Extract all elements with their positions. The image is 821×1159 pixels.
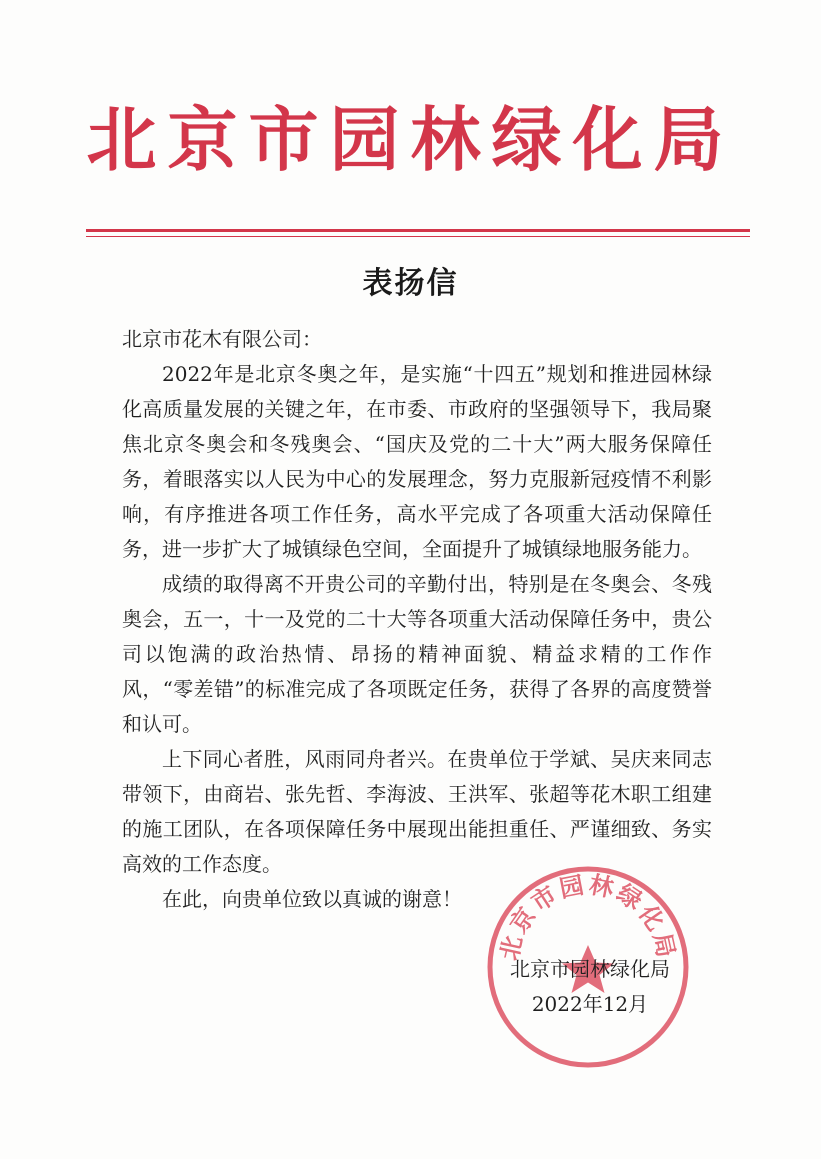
- letter-body: [122, 322, 712, 917]
- letter-signature: [470, 952, 710, 1022]
- signature-date: 2022年12月: [531, 992, 649, 1016]
- letter-addressee: 北京市花木有限公司：: [122, 327, 322, 351]
- letterhead-rule-thin: [86, 236, 750, 237]
- letter-title: 表扬信: [362, 266, 459, 301]
- letterhead-title: 北京市园林绿化局: [86, 99, 735, 181]
- seal-text: 北京市园林绿化局: [495, 870, 681, 963]
- letter-closing: 在此，向贵单位致以真诚的谢意！: [162, 887, 462, 911]
- letterhead-rule-thick: [86, 229, 750, 232]
- signature-org: 北京市园林绿化局: [510, 957, 670, 981]
- letter-paragraph-3: 上下同心者胜，风雨同舟者兴。在贵单位于学斌、吴庆来同志带领下，由商岩、张先哲、李海波、王洪军、张超等花木职工组建的施工团队，在各项保障任务中展现出能担重任、严谨细致、务实高效的工作态度。: [122, 747, 712, 876]
- letter-paragraph-1: 2022年是北京冬奥之年，是实施“十四五”规划和推进园林绿化高质量发展的关键之年，在市委、市政府的坚强领导下，我局聚焦北京冬奥会和冬残奥会、“国庆及党的二十大”两大服务保障任务，着眼落实以人民为中心的发展理念，努力克服新冠疫情不利影响，有序推进各项工作任务，高水平完成了各项重大活动保障任务，进一步扩大了城镇绿色空间，全面提升了城镇绿地服务能力。: [122, 362, 712, 561]
- letter-paragraph-2: 成绩的取得离不开贵公司的辛勤付出，特别是在冬奥会、冬残奥会，五一，十一及党的二十大等各项重大活动保障任务中，贵公司以饱满的政治热情、昂扬的精神面貌、精益求精的工作作风，“零差错”的标准完成了各项既定任务，获得了各界的高度赞誉和认可。: [122, 572, 712, 736]
